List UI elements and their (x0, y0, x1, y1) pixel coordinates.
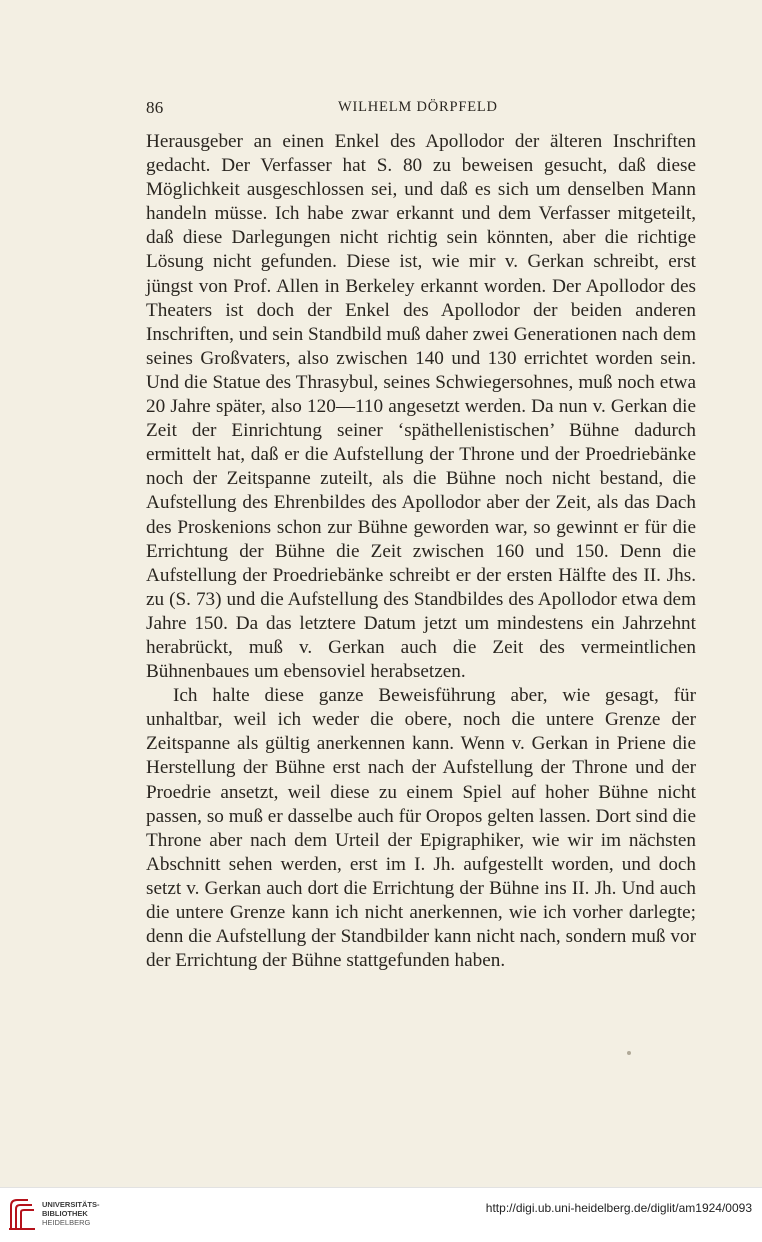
library-name-line: HEIDELBERG (42, 1218, 91, 1227)
permalink-url[interactable]: http://digi.ub.uni-heidelberg.de/diglit/am1924/0093 (485, 1201, 752, 1215)
library-name-line: BIBLIOTHEK (42, 1209, 88, 1218)
body-text (146, 130, 696, 973)
library-name (42, 1200, 100, 1227)
paragraph: Herausgeber an einen Enkel des Apollodor der älteren Inschriften gedacht. Der Verfasser hat S. 80 zu beweisen gesucht, daß diese Möglichkeit ausgeschlossen sei, und daß es sich um denselben Mann handeln müsse. Ich habe zwar erkannt und dem Verfasser mitgeteilt, daß diese Darlegungen nicht richtig sein könnten, aber die richtige Lösung nicht gefunden. Diese ist, wie mir v. Gerkan schreibt, erst jüngst von Prof. Allen in Berkeley erkannt worden. Der Apollodor des Theaters ist doch der Enkel des Apollodor der beiden anderen Inschriften, und sein Standbild muß daher zwei Generationen nach dem seines Großvaters, also zwischen 140 und 130 errichtet worden sein. Und die Statue des Thrasybul, seines Schwiegersohnes, muß noch etwa 20 Jahre später, also 120—110 angesetzt werden. Da nun v. Gerkan die Zeit der Einrichtung seiner ‘späthellenistischen’ Bühne dadurch ermittelt hat, daß er die Aufstellung der Throne und der Proedriebänke noch der Zeitspanne zuteilt, als die Bühne noch nicht bestand, die Aufstellung des Ehrenbildes des Apollodor aber der Zeit, als das Dach des Proskenions schon zur Bühne geworden war, so gewinnt er für die Errichtung der Bühne die Zeit zwischen 160 und 150. Denn die Aufstellung der Proedriebänke schreibt er der ersten Hälfte des II. Jhs. zu (S. 73) und die Aufstellung des Standbildes des Apollodor etwa dem Jahre 150. Da das letztere Datum jetzt um mindestens ein Jahrzehnt herabrückt, muß v. Gerkan auch die Zeit des vermeintlichen Bühnenbaues um ebensoviel herabsetzen. (146, 131, 696, 683)
paragraph: Ich halte diese ganze Beweisführung aber, wie gesagt, für unhaltbar, weil ich weder die obere, noch die untere Grenze der Zeitspanne als gültig anerkennen kann. Wenn v. Gerkan in Priene die Herstellung der Bühne erst nach der Aufstellung der Throne und der Proedrie ansetzt, weil diese zu einem Spiel auf hoher Bühne nicht passen, so muß er dasselbe auch für Oropos gelten lassen. Dort sind die Throne aber nach dem Urteil der Epigraphiker, wie wir im nächsten Abschnitt sehen werden, erst im I. Jh. aufgestellt worden, und doch setzt v. Gerkan auch dort die Errichtung der Bühne ins II. Jh. Und auch die untere Grenze kann ich nicht anerkennen, wie ich vorher darlegte; denn die Aufstellung der Standbilder kann nicht nach, sondern muß vor der Errichtung der Bühne stattgefunden haben. (146, 685, 696, 972)
heidelberg-library-logo-icon[interactable] (8, 1196, 36, 1232)
running-head: WILHELM DÖRPFELD (338, 99, 498, 115)
page-header (146, 98, 696, 122)
page-number: 86 (146, 98, 164, 117)
viewer-footer (0, 1187, 762, 1242)
library-name-line: UNIVERSITÄTS- (42, 1200, 100, 1209)
scan-speck (627, 1051, 631, 1055)
